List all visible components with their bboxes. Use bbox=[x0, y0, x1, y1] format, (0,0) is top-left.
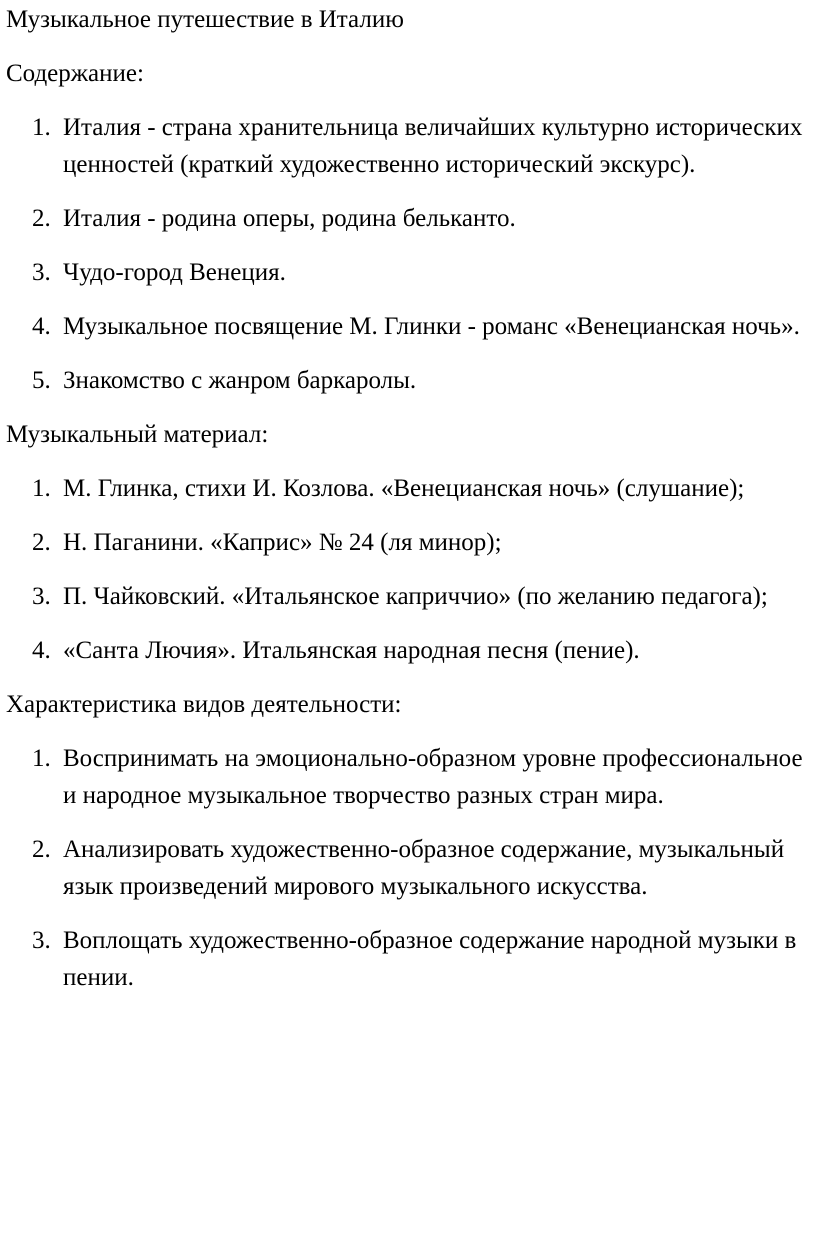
list-item bbox=[6, 740, 813, 814]
list-item-number: 4. bbox=[32, 313, 51, 340]
list-item-number: 2. bbox=[32, 205, 51, 232]
list-item-text: Н. Паганини. «Каприс» № 24 (ля минор); bbox=[63, 529, 502, 556]
list-item-number: 1. bbox=[32, 114, 51, 141]
list-item-number: 5. bbox=[32, 367, 51, 394]
list-item-text: Чудо-город Венеция. bbox=[63, 259, 286, 286]
list-item bbox=[6, 470, 813, 507]
list-item bbox=[6, 831, 813, 905]
list-item-text: М. Глинка, стихи И. Козлова. «Венецианская ночь» (слушание); bbox=[63, 475, 745, 502]
list-item-number: 4. bbox=[32, 637, 51, 664]
list-item-number: 2. bbox=[32, 836, 51, 863]
section-heading-material: Музыкальный материал: bbox=[6, 421, 269, 448]
section-heading-content: Содержание: bbox=[6, 60, 144, 87]
section-heading-activities: Характеристика видов деятельности: bbox=[6, 691, 402, 718]
list-item bbox=[6, 632, 813, 669]
material-list bbox=[6, 470, 816, 669]
list-item-text: Анализировать художественно-образное содержание, музыкальный язык произведений мирового музыкального искусства. bbox=[63, 836, 785, 900]
list-item-text: Знакомство с жанром баркаролы. bbox=[63, 367, 417, 394]
list-item-number: 3. bbox=[32, 583, 51, 610]
content-list bbox=[6, 109, 816, 399]
list-item-number: 3. bbox=[32, 927, 51, 954]
list-item-text: Италия - страна хранительница величайших культурно исторических ценностей (краткий художественно исторический экскурс). bbox=[63, 114, 803, 178]
list-item bbox=[6, 922, 813, 996]
list-item bbox=[6, 254, 813, 291]
list-item-text: Воспринимать на эмоционально-образном уровне профессиональное и народное музыкальное творчество разных стран мира. bbox=[63, 745, 803, 809]
document-title: Музыкальное путешествие в Италию bbox=[6, 6, 404, 33]
activities-list bbox=[6, 740, 816, 996]
list-item-text: Музыкальное посвящение М. Глинки - романс «Венецианская ночь». bbox=[63, 313, 800, 340]
list-item-number: 1. bbox=[32, 475, 51, 502]
list-item-text: Италия - родина оперы, родина бельканто. bbox=[63, 205, 516, 232]
list-item-number: 2. bbox=[32, 529, 51, 556]
list-item-number: 3. bbox=[32, 259, 51, 286]
list-item bbox=[6, 200, 813, 237]
list-item-text: П. Чайковский. «Итальянское каприччио» (по желанию педагога); bbox=[63, 583, 768, 610]
list-item bbox=[6, 109, 813, 183]
list-item bbox=[6, 362, 813, 399]
list-item-number: 1. bbox=[32, 745, 51, 772]
list-item bbox=[6, 308, 813, 345]
list-item bbox=[6, 524, 813, 561]
list-item-text: Воплощать художественно-образное содержание народной музыки в пении. bbox=[63, 927, 797, 991]
list-item bbox=[6, 578, 813, 615]
list-item-text: «Санта Лючия». Итальянская народная песня (пение). bbox=[63, 637, 640, 664]
